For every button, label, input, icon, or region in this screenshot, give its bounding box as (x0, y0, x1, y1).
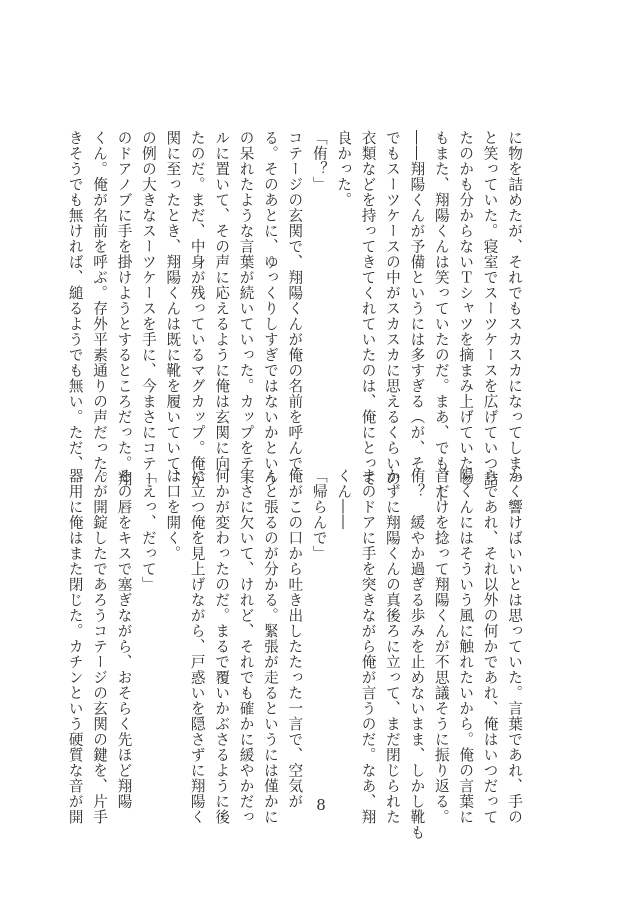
upper-text-line: に物を詰めたが、それでもスカスカになってしまっ (506, 130, 523, 487)
upper-text-line: コテージの玄関で、翔陽くんが俺の名前を呼んで (286, 130, 304, 471)
text-block-lower (62, 468, 526, 840)
lower-text-line: 侑？ 緩やか過ぎる歩みを止めないまま、しかし靴も (408, 468, 426, 840)
lower-text-line: 「帰らんで」 (310, 468, 328, 561)
upper-text-line: の呆れたような言葉が続いていった。カップをテー (237, 130, 255, 487)
lower-text-line: 実さに欠いて、けれど、それでも確かに緩やかだっ (237, 468, 255, 825)
upper-text-line: と笑っていた。寝室でスーツケースを広げていつ詰 (481, 130, 499, 487)
upper-text-line: ルに置いて、その声に応えるように俺は玄関に向 (213, 130, 231, 471)
upper-text-line: もまた、翔陽くんは笑っていたのだ。まあ、でも、― (432, 130, 450, 502)
lower-text-line: 器用に俺はまた閉じた。カチンという硬質な音が開 (66, 468, 84, 825)
lower-text-line: 「えっ、だって」 (139, 468, 157, 592)
lower-text-line: くん―― (335, 468, 353, 530)
upper-text-line: る。そのあとに、ゆっくりしすぎではないかという (261, 130, 279, 487)
lower-text-line: 陽くんにはそういう風に触れたいから。俺の言葉に (457, 468, 475, 825)
page-number: 8 (316, 796, 326, 814)
lower-text-line: 何かが変わったのだ。まるで覆いかぶさるように後 (213, 468, 231, 825)
lower-text-line: は口を開く。 (164, 468, 182, 561)
upper-text-line: のドアノブに手を掛けようとするところだった。翔 (115, 130, 133, 487)
lower-text-line: らであれ、それ以外の何かであれ、俺はいつだって (481, 468, 499, 825)
upper-text-line: くん。俺が名前を呼ぶ。存外平素通りの声だった。 (91, 130, 109, 487)
lower-text-line: んと張るのが分かる。緊張が走るというには僅かに (261, 468, 279, 825)
upper-text-line: ――翔陽くんが予備というには多すぎる（が、そ (408, 130, 426, 471)
upper-text-line: の例の大きなスーツケースを手に、今まさにコテー (139, 130, 157, 487)
upper-text-line: 衣類などを持ってきてくれていたのは、俺にとって (359, 130, 377, 487)
lower-text-line: んが開錠したであろうコテージの玄関の鍵を、片手 (91, 468, 109, 825)
text-block-upper (62, 130, 526, 502)
lower-text-line: に立つ俺を見上げながら、戸惑いを隠さずに翔陽く (188, 468, 206, 825)
lower-text-line: かずに翔陽くんの真後ろに立って、まだ閉じられた (383, 468, 401, 825)
upper-text-line: 「侑？」 (310, 130, 328, 192)
lower-text-line: その唇をキスで塞ぎながら、おそらく先ほど翔陽 (115, 468, 133, 809)
upper-text-line: たのかも分からないＴシャツを摘まみ上げていたと (457, 130, 475, 487)
lower-text-line: かく響けばいいとは思っていた。言葉であれ、手の (506, 468, 523, 825)
upper-text-line: 関に至ったとき、翔陽くんは既に靴を履いていて、 (164, 130, 182, 487)
lower-text-line: 首だけを捻って翔陽くんが不思議そうに振り返る。 (432, 468, 450, 825)
upper-text-line: たのだ。まだ、中身が残っているマグカップ。俺が (188, 130, 206, 487)
lower-text-line: まのドアに手を突きながら俺が言うのだ。なあ、翔 (359, 468, 377, 825)
lower-text-line: 俺がこの口から吐き出したたった一言で、空気が (286, 468, 304, 809)
upper-text-line: きそうでも無ければ、縋るようでも無い。ただ、 (66, 130, 84, 471)
upper-text-line: 良かった。 (335, 130, 353, 208)
upper-text-line: でもスーツケースの中がスカスカに思えるくらいの (383, 130, 401, 487)
